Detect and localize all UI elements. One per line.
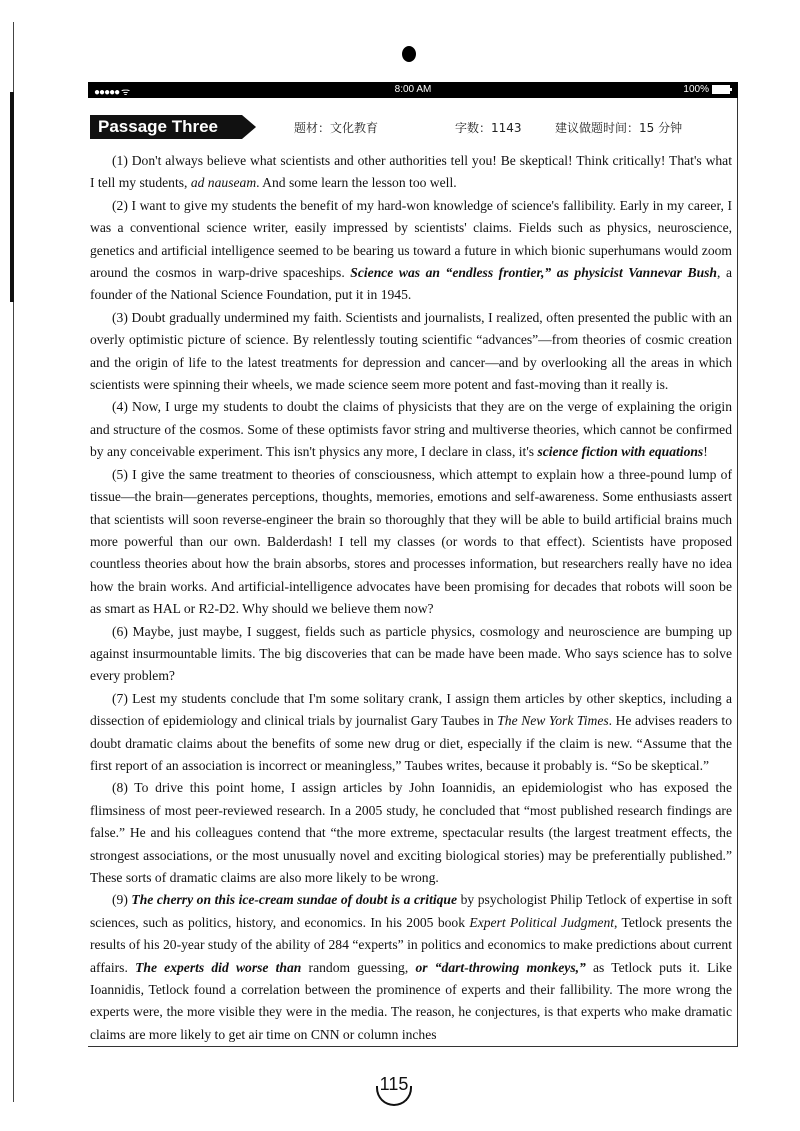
passage-title: Passage Three (90, 115, 242, 139)
battery-percent: 100% (683, 84, 709, 95)
battery-status (683, 84, 730, 95)
emphasis-text: Expert Political Judgment (469, 914, 615, 930)
page-number: 115 (374, 1064, 414, 1104)
paragraph-text: random guessing, (301, 959, 416, 975)
emphasis-text: Science was an “endless frontier,” as physicist Vannevar Bush (350, 265, 717, 281)
paragraph-3 (90, 307, 732, 397)
paragraph-6 (90, 621, 732, 688)
emphasis-text: The experts did worse than (135, 959, 302, 975)
camera-dot (402, 46, 416, 62)
paragraph-9 (90, 889, 732, 1046)
status-time: 8:00 AM (394, 84, 432, 95)
topic-label: 题材：文化教育 (294, 121, 379, 135)
signal-wifi-icon: ●●●●● ᯤ (94, 87, 130, 98)
status-bar (88, 82, 738, 98)
emphasis-text: science fiction with equations (537, 444, 704, 460)
paragraph-text: (8) To drive this point home, I assign articles by John Ioannidis, an epidemiologist who has exposed the flimsiness of most peer-reviewed research. In a 2005 study, he concluded that “most published research findings are false.” He and his colleagues contend that “the more extreme, spectacular results (the largest treatment effects, the strongest associations, or the most unusually novel and exciting biological stories) may be preferentially published.” These sorts of dramatic claims are also more likely to be wrong. (90, 780, 732, 885)
paragraph-text: (1) Don't always believe what scientists and other authorities tell you! Be skeptical! Think critically! That's what I tell my students, (90, 153, 732, 191)
scan-edge-bar (10, 92, 14, 302)
battery-icon (712, 85, 730, 94)
paragraph-text: (6) Maybe, just maybe, I suggest, fields such as particle physics, cosmology and neuroscience are bumping up against insurmountable limits. The big discoveries that can be made have been made. Who says science has to solve every problem? (90, 623, 732, 684)
emphasis-text: The New York Times (497, 713, 609, 729)
paragraph-8 (90, 777, 732, 889)
paragraph-text: (7) Lest my students conclude that I'm some solitary crank, I assign them articles by other skeptics, including a dissection of epidemiology and clinical trials by journalist Gary Taubes in (90, 690, 732, 729)
paragraph-2 (90, 195, 732, 307)
paragraph-text: (2) I want to give my students the benefit of my hard-won knowledge of science's fallibility. Early in my career, I was a conventional science writer, easily impressed by scientists' claims. Fields such as physics, neuroscience, genetics and artificial intelligence seemed to be bearing us toward a future in which bionic superhumans would zoom around the cosmos in warp-drive spaceships. (90, 197, 732, 281)
paragraph-text: (5) I give the same treatment to theories of consciousness, which attempt to explain how a three-pound lump of tissue—the brain—generates perceptions, thoughts, memories, emotions and self-awareness. Some enthusiasts assert that scientists will soon reverse-engineer the brain so thoroughly that they will be able to build artificial brains much more powerful than our own. Balderdash! I tell my classes (or words to that effect). Scientists have proposed countless theories about how the brain absorbs, stores and processes information, but researchers really have no idea how the brain works. And artificial-intelligence advocates have been promising for decades that robots will soon be as smart as HAL or R2-D2. Why should we believe them now? (90, 466, 732, 617)
passage-body (90, 150, 732, 1046)
paragraph-7 (90, 688, 732, 778)
paragraph-text: (9) (112, 892, 132, 908)
word-count: 字数：1143 (455, 121, 522, 135)
suggested-time: 建议做题时间：15 分钟 (555, 121, 683, 135)
paragraph-text: (3) Doubt gradually undermined my faith. Scientists and journalists, I realized, often presented the public with an overly optimistic picture of science. By relentlessly touting scientific “advances”—from theories of cosmic creation and the origin of life to the latest treatments for depression and cancer—and by overlooking all the areas in which scientists were spinning their wheels, we made science seem more potent and fast-moving than it really is. (90, 309, 732, 393)
emphasis-text: ad nauseam (190, 175, 257, 191)
paragraph-text: as Tetlock puts it. Like Ioannidis, Tetlock found a correlation between the prominence of experts and their fallibility. The more wrong the experts were, the more visible they were in the media. The reason, he conjectures, is that experts who make dramatic claims are more likely to get air time on CNN or column inches (90, 959, 732, 1042)
emphasis-text: or “dart-throwing monkeys,” (415, 959, 586, 975)
paragraph-text: . He advises readers to doubt dramatic claims about the benefits of some new drug or diet, especially if the claim is new. “Assume that the first report of an association is incorrect or meaningless,” Taubes writes, because it probably is. “So be skeptical.” (90, 713, 732, 773)
emphasis-text: The cherry on this ice-cream sundae of doubt is a critique (131, 892, 458, 908)
paragraph-text: ! (703, 444, 708, 460)
paragraph-4 (90, 396, 732, 463)
paragraph-text: , a founder of the National Science Foundation, put it in 1945. (90, 265, 732, 303)
paragraph-text: . And some learn the lesson too well. (256, 175, 457, 191)
paragraph-text: (4) Now, I urge my students to doubt the claims of physicists that they are on the verge of explaining the origin and structure of the cosmos. Some of these optimists favor string and multiverse theories, which cannot be confirmed by any conceivable experiment. This isn't physics any more, I declare in class, it's (90, 399, 732, 460)
paragraph-5 (90, 464, 732, 621)
paragraph-text: , Tetlock presents the results of his 20-year study of the ability of 284 “experts” in politics and economics to make predictions about current affairs. (90, 914, 733, 975)
paragraph-1 (90, 150, 732, 195)
paragraph-text: by psychologist Philip Tetlock of expertise in soft sciences, such as politics, history, and economics. In his 2005 book (90, 892, 733, 930)
